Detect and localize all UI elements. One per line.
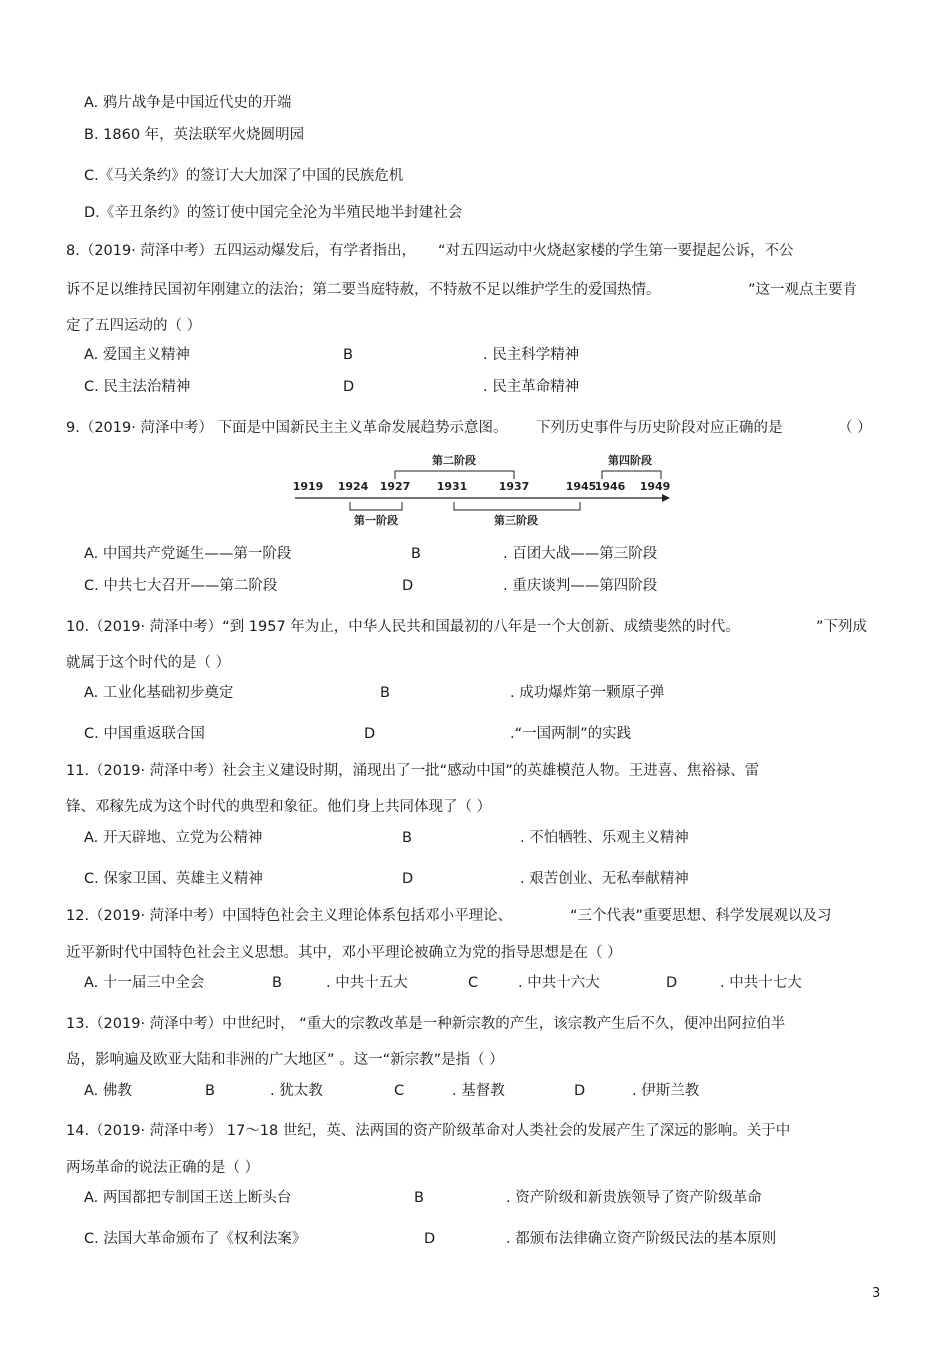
q12-option-b-letter: B — [272, 975, 282, 991]
q12-option-c-letter: C — [468, 975, 479, 991]
q10-option-a: A. 工业化基础初步奠定 — [84, 685, 234, 701]
year-1931: 1931 — [436, 480, 468, 493]
q12-option-a: A. 十一届三中全会 — [84, 975, 205, 991]
q14-option-d-letter: D — [424, 1231, 436, 1247]
q13-option-c: . 基督教 — [452, 1083, 505, 1099]
q11-option-a: A. 开天辟地、立党为公精神 — [84, 830, 263, 846]
q13-option-a: A. 佛教 — [84, 1083, 132, 1099]
q10-stem-2: 就属于这个时代的是（ ） — [66, 655, 231, 671]
q13-stem-2: 岛，影响遍及欧亚大陆和非洲的广大地区” 。这一“新宗教”是指（ ） — [66, 1052, 504, 1068]
q8-option-a: A. 爱国主义精神 — [84, 347, 190, 363]
year-1927: 1927 — [379, 480, 411, 493]
q7-option-b: B. 1860 年，英法联军火烧圆明园 — [84, 127, 305, 143]
q9-stem-1c: （ ） — [838, 420, 872, 436]
q12-stem-1b: “三个代表”重要思想、科学发展观以及习 — [570, 908, 832, 924]
q9-option-d: . 重庆谈判——第四阶段 — [503, 578, 658, 594]
year-1937: 1937 — [498, 480, 530, 493]
q9-option-a: A. 中国共产党诞生——第一阶段 — [84, 546, 292, 562]
q14-option-b: . 资产阶级和新贵族领导了资产阶级革命 — [506, 1190, 762, 1206]
page-number: 3 — [872, 1286, 881, 1301]
q12-stem-2: 近平新时代中国特色社会主义思想。其中，邓小平理论被确立为党的指导思想是在（ ） — [66, 945, 622, 961]
q14-stem-2: 两场革命的说法正确的是（ ） — [66, 1160, 260, 1176]
year-1945: 1945 — [565, 480, 597, 493]
q14-option-d: . 都颁布法律确立资产阶级民法的基本原则 — [506, 1231, 777, 1247]
q9-option-b-letter: B — [411, 546, 421, 562]
q13-option-b-letter: B — [205, 1083, 215, 1099]
q13-stem-1: 13.（2019· 菏泽中考）中世纪时， “重大的宗教改革是一种新宗教的产生，该宗教产生后不久，便冲出阿拉伯半 — [66, 1016, 786, 1032]
q9-stem-1a: 9.（2019· 菏泽中考） 下面是中国新民主主义革命发展趋势示意图。 — [66, 420, 508, 436]
q7-option-a: A. 鸦片战争是中国近代史的开端 — [84, 95, 292, 111]
q12-option-b: . 中共十五大 — [326, 975, 408, 991]
q10-option-b: . 成功爆炸第一颗原子弹 — [510, 685, 665, 701]
q8-option-c: C. 民主法治精神 — [84, 379, 191, 395]
q8-stem-1b: “对五四运动中火烧赵家楼的学生第一要提起公诉，不公 — [438, 243, 794, 259]
q8-option-d-letter: D — [343, 379, 355, 395]
stage-3-label: 第三阶段 — [494, 514, 538, 527]
q12-stem-1a: 12.（2019· 菏泽中考）中国特色社会主义理论体系包括邓小平理论、 — [66, 908, 513, 924]
q12-option-c: . 中共十六大 — [518, 975, 600, 991]
q11-option-b: . 不怕牺牲、乐观主义精神 — [520, 830, 689, 846]
stage-1-label: 第一阶段 — [354, 514, 398, 527]
q9-option-c: C. 中共七大召开——第二阶段 — [84, 578, 278, 594]
q13-option-b: . 犹太教 — [270, 1083, 323, 1099]
q13-option-c-letter: C — [394, 1083, 405, 1099]
q10-stem-1b: ”下列成 — [816, 619, 868, 635]
q11-option-b-letter: B — [402, 830, 412, 846]
q10-option-d-letter: D — [364, 726, 376, 742]
q10-option-c: C. 中国重返联合国 — [84, 726, 205, 742]
q8-stem-2b: ”这一观点主要肯 — [748, 282, 858, 298]
q12-option-d-letter: D — [666, 975, 678, 991]
q11-stem-1: 11.（2019· 菏泽中考）社会主义建设时期，涌现出了一批“感动中国”的英雄模范人物。王进喜、焦裕禄、雷 — [66, 763, 760, 779]
revolution-timeline-diagram — [290, 448, 680, 533]
q11-option-d: . 艰苦创业、无私奉献精神 — [520, 871, 689, 887]
year-1949: 1949 — [639, 480, 671, 493]
q12-option-d: . 中共十七大 — [720, 975, 802, 991]
q8-option-d: . 民主革命精神 — [483, 379, 580, 395]
q14-option-b-letter: B — [414, 1190, 424, 1206]
stage-4-label: 第四阶段 — [608, 454, 652, 467]
q11-option-d-letter: D — [402, 871, 414, 887]
q7-option-d: D.《辛丑条约》的签订使中国完全沦为半殖民地半封建社会 — [84, 205, 463, 221]
q14-option-c: C. 法国大革命颁布了《权利法案》 — [84, 1231, 307, 1247]
q10-option-d: .“一国两制”的实践 — [510, 726, 632, 742]
q11-option-c: C. 保家卫国、英雄主义精神 — [84, 871, 263, 887]
q9-stem-1b: 下列历史事件与历史阶段对应正确的是 — [536, 420, 783, 436]
q13-option-d-letter: D — [574, 1083, 586, 1099]
q8-stem-1a: 8.（2019· 菏泽中考）五四运动爆发后，有学者指出， — [66, 243, 416, 259]
stage-2-label: 第二阶段 — [432, 454, 476, 467]
q10-stem-1a: 10.（2019· 菏泽中考）“到 1957 年为止，中华人民共和国最初的八年是一个大创新、成绩斐然的时代。 — [66, 619, 740, 635]
q8-option-b-letter: B — [343, 347, 353, 363]
q9-option-d-letter: D — [402, 578, 414, 594]
q8-stem-3: 定了五四运动的（ ） — [66, 318, 202, 334]
q13-option-d: . 伊斯兰教 — [632, 1083, 700, 1099]
q8-option-b: . 民主科学精神 — [483, 347, 580, 363]
q8-stem-2a: 诉不足以维持民国初年刚建立的法治；第二要当庭特赦，不特赦不足以维护学生的爱国热情。 — [66, 282, 661, 298]
q9-option-b: . 百团大战——第三阶段 — [503, 546, 658, 562]
q7-option-c: C.《马关条约》的签订大大加深了中国的民族危机 — [84, 168, 404, 184]
year-1919: 1919 — [292, 480, 324, 493]
year-1924: 1924 — [337, 480, 369, 493]
q14-option-a: A. 两国都把专制国王送上断头台 — [84, 1190, 292, 1206]
q14-stem-1: 14.（2019· 菏泽中考） 17～18 世纪，英、法两国的资产阶级革命对人类社会的发展产生了深远的影响。关于中 — [66, 1123, 791, 1139]
q11-stem-2: 锋、邓稼先成为这个时代的典型和象征。他们身上共同体现了（ ） — [66, 799, 492, 815]
year-1946: 1946 — [594, 480, 626, 493]
q10-option-b-letter: B — [380, 685, 390, 701]
